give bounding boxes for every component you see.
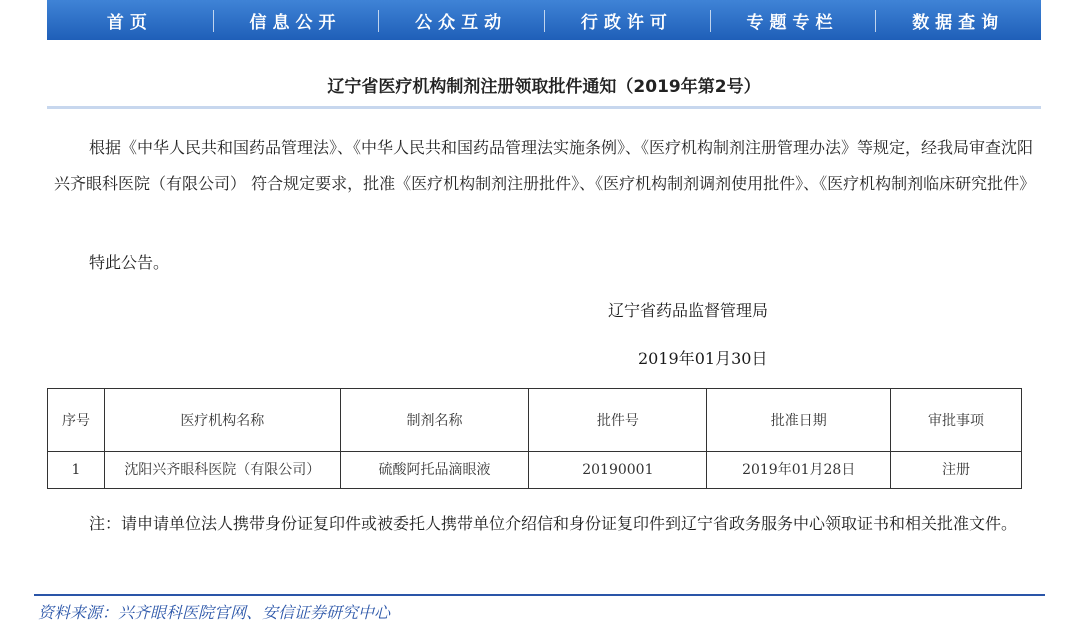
nav-item-special-topics[interactable]: 专题专栏 — [710, 8, 876, 33]
source-caption: 资料来源：兴齐眼科医院官网、安信证券研究中心 — [38, 603, 391, 622]
issuer-name: 辽宁省药品监督管理局 — [608, 301, 769, 320]
cell-institution: 沈阳兴齐眼科医院（有限公司） — [104, 452, 340, 489]
nav-item-administrative-license[interactable]: 行政许可 — [544, 8, 710, 33]
header-institution: 医疗机构名称 — [104, 389, 340, 452]
page-title: 辽宁省医疗机构制剂注册领取批件通知（2019年第2号） — [327, 77, 761, 97]
cell-serial: 1 — [48, 452, 105, 489]
nav-item-data-query[interactable]: 数据查询 — [875, 8, 1041, 33]
approval-table — [47, 388, 1022, 489]
header-serial: 序号 — [48, 389, 105, 452]
header-approval-item: 审批事项 — [891, 389, 1022, 452]
nav-item-public-interaction[interactable]: 公众互动 — [378, 8, 544, 33]
header-preparation: 制剂名称 — [340, 389, 529, 452]
notice-body — [54, 130, 1044, 202]
header-approval-date: 批准日期 — [707, 389, 891, 452]
notice-paragraph: 根据《中华人民共和国药品管理法》、《中华人民共和国药品管理法实施条例》、《医疗机构制剂注册管理办法》等规定，经我局审查沈阳兴齐眼科医院（有限公司） 符合规定要求，批准《医疗机构制剂注册批件》、《医疗机构制剂调剂使用批件》、《医疗机构制剂临床研究批件》 — [54, 138, 1036, 193]
table-header-row — [48, 389, 1022, 452]
nav-item-info-disclosure[interactable]: 信息公开 — [213, 8, 379, 33]
cell-approval-date: 2019年01月28日 — [707, 452, 891, 489]
cell-preparation: 硫酸阿托品滴眼液 — [340, 452, 529, 489]
issue-date: 2019年01月30日 — [638, 349, 768, 368]
table-row — [48, 452, 1022, 489]
title-divider — [47, 106, 1041, 109]
cell-approval-item: 注册 — [891, 452, 1022, 489]
top-navigation — [47, 0, 1041, 40]
source-divider — [34, 594, 1045, 596]
header-approval-number: 批件号 — [529, 389, 707, 452]
notice-closing: 特此公告。 — [89, 253, 170, 272]
footnote: 注：请申请单位法人携带身份证复印件或被委托人携带单位介绍信和身份证复印件到辽宁省政务服务中心领取证书和相关批准文件。 — [89, 514, 1018, 533]
cell-approval-number: 20190001 — [529, 452, 707, 489]
nav-item-home[interactable]: 首页 — [106, 12, 153, 33]
